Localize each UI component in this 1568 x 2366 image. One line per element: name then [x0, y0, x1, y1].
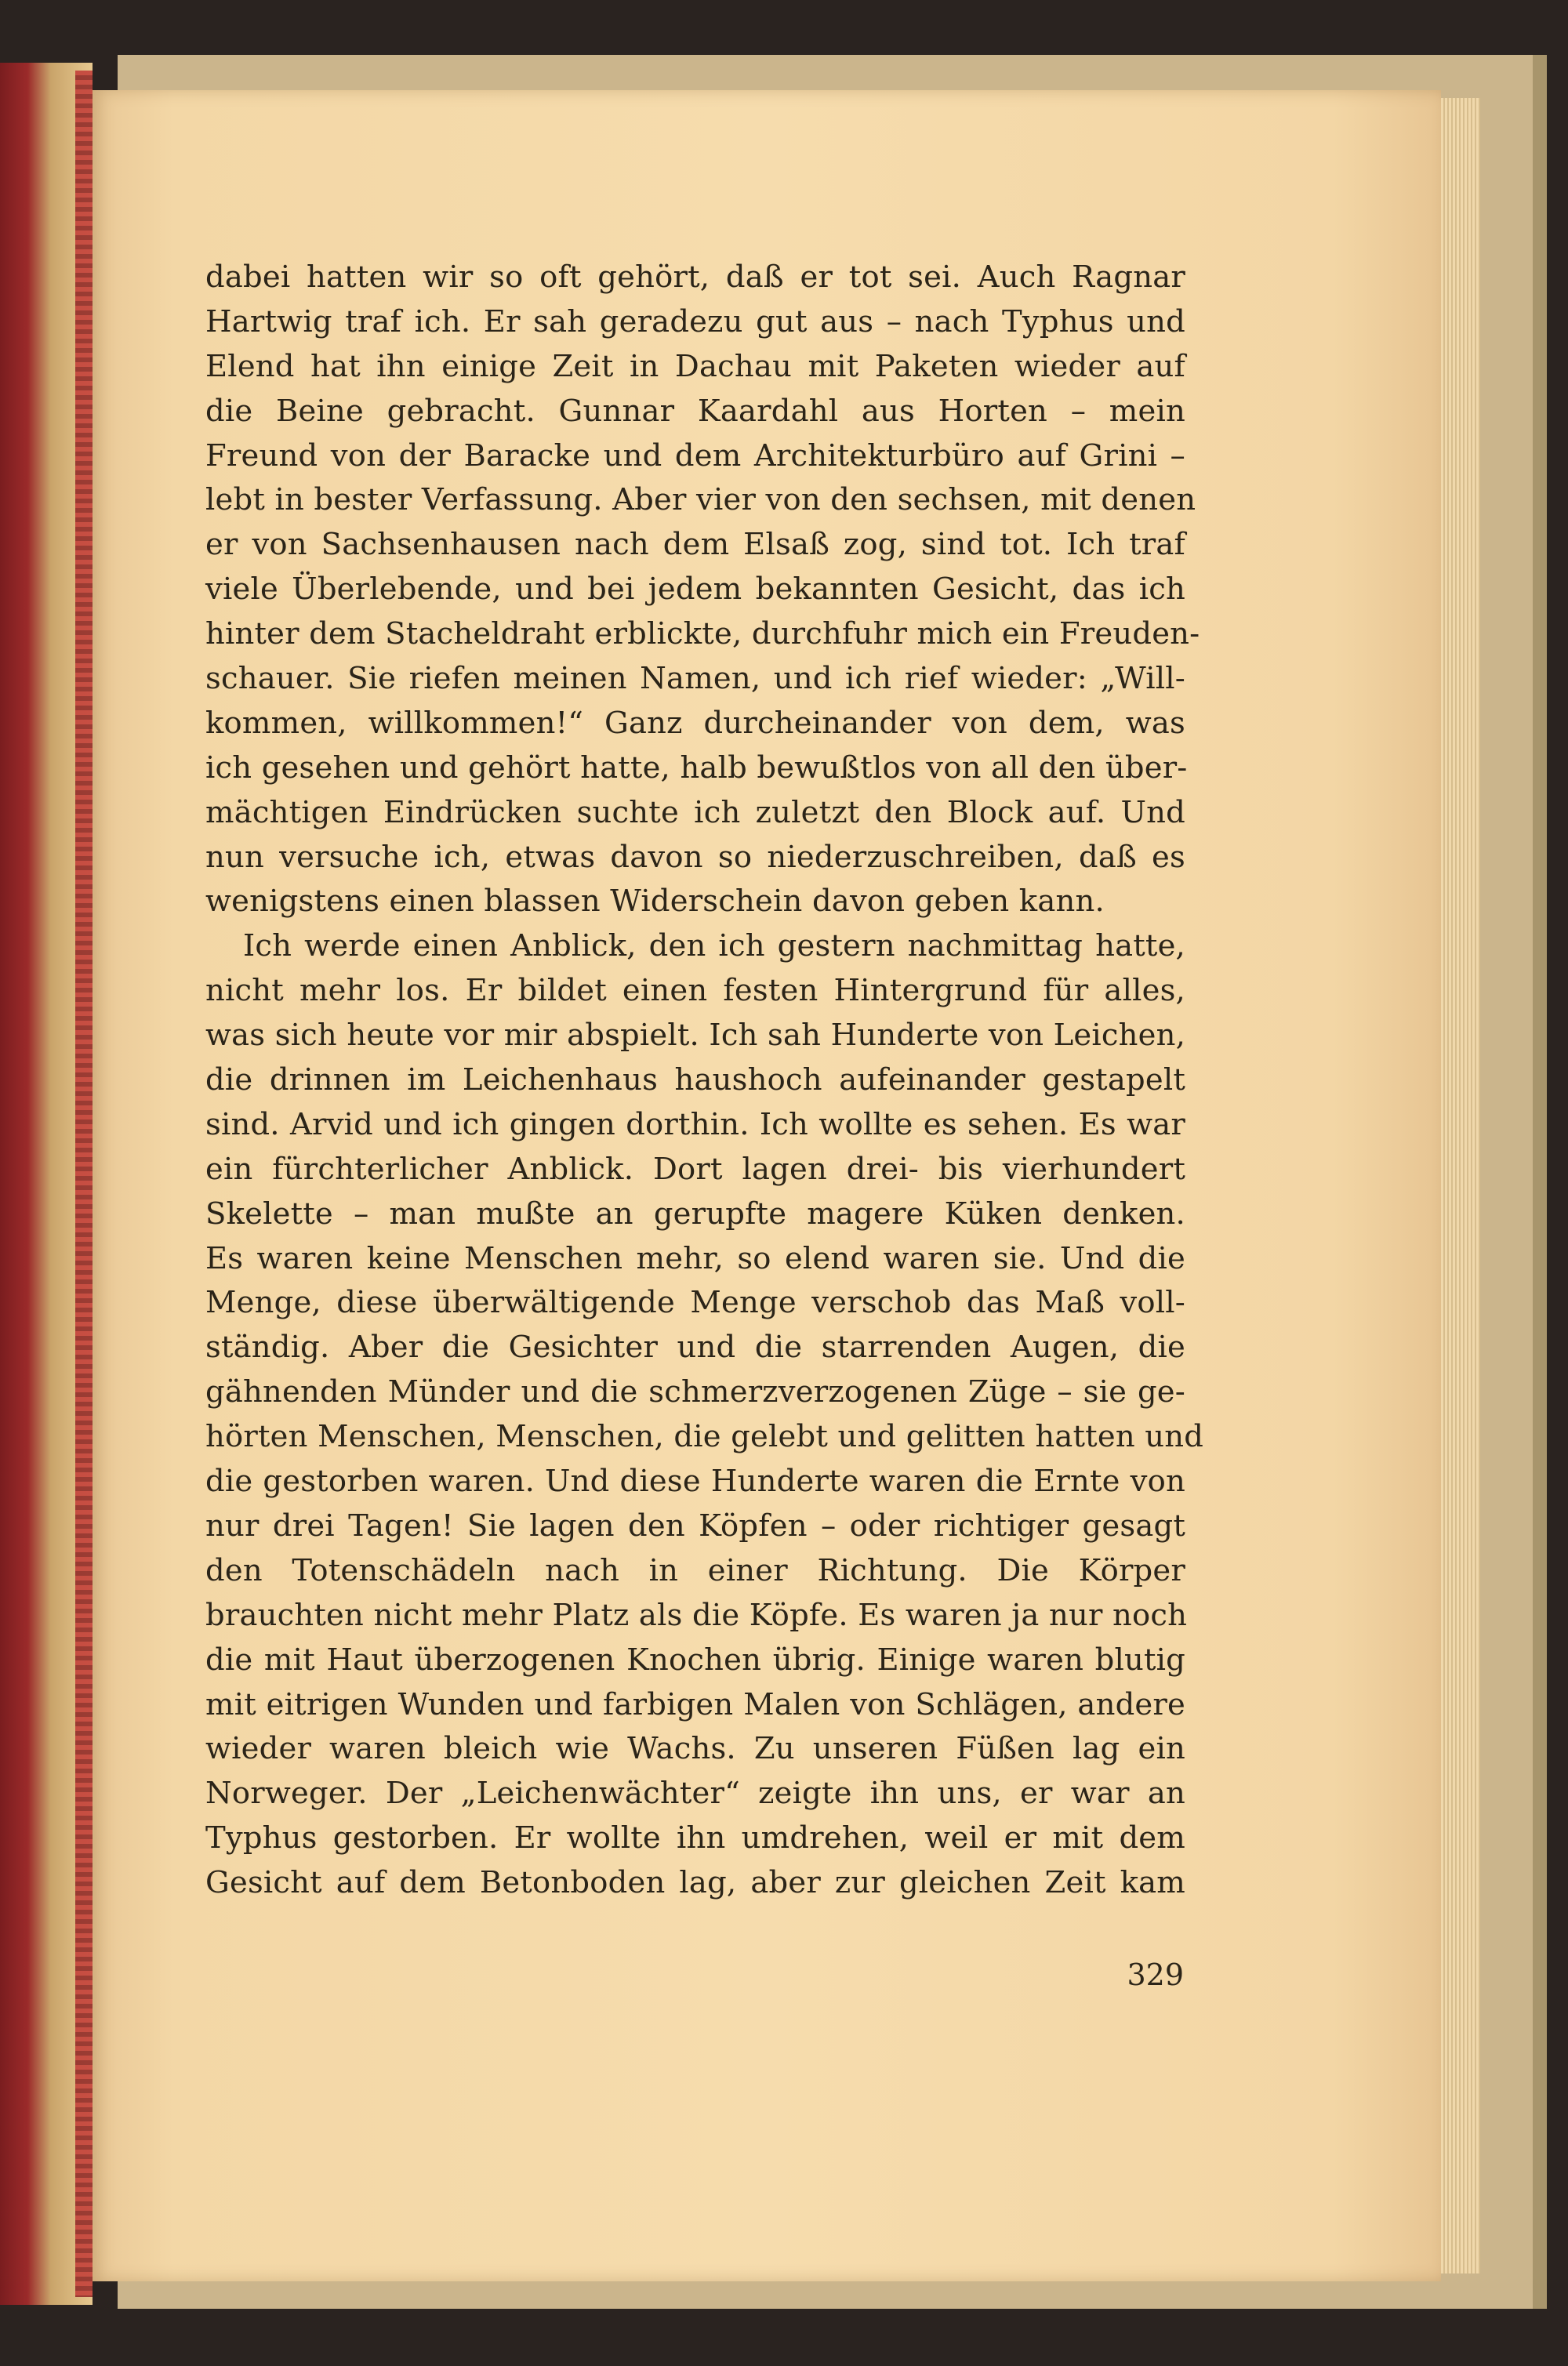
text-line: Menge, diese überwältigende Menge verschob das Maß voll- — [205, 1285, 1185, 1321]
text-line: mit eitrigen Wunden und farbigen Malen von Schlägen, andere — [205, 1686, 1185, 1722]
page-number: 329 — [1127, 1958, 1184, 1992]
text-line: er von Sachsenhausen nach dem Elsaß zog, sind tot. Ich traf — [205, 527, 1185, 563]
text-line: hörten Menschen, Menschen, die gelebt und gelitten hatten und — [205, 1419, 1204, 1455]
text-line: den Totenschädeln nach in einer Richtung. Die Körper — [205, 1552, 1185, 1588]
text-line: mächtigen Eindrücken suchte ich zuletzt den Block auf. Und — [205, 794, 1185, 830]
text-line: kommen, willkommen!“ Ganz durcheinander von dem, was — [205, 705, 1185, 741]
text-line: nur drei Tagen! Sie lagen den Köpfen – oder richtiger gesagt — [205, 1508, 1185, 1544]
text-line: nun versuche ich, etwas davon so niederzuschreiben, daß es — [205, 839, 1185, 875]
text-line: brauchten nicht mehr Platz als die Köpfe. Es waren ja nur noch — [205, 1597, 1188, 1633]
page-stack-edge — [1441, 98, 1480, 2273]
text-line: Hartwig traf ich. Er sah geradezu gut aus – nach Typhus und — [205, 303, 1185, 339]
text-line: die gestorben waren. Und diese Hunderte waren die Ernte von — [205, 1464, 1185, 1500]
text-line: schauer. Sie riefen meinen Namen, und ich rief wieder: „Will- — [205, 661, 1185, 697]
text-line: ein fürchterlicher Anblick. Dort lagen drei- bis vierhundert — [205, 1151, 1185, 1187]
text-line: Norweger. Der „Leichenwächter“ zeigte ihn uns, er war an — [205, 1776, 1185, 1812]
text-line: nicht mehr los. Er bildet einen festen Hintergrund für alles, — [205, 973, 1185, 1009]
text-line: Gesicht auf dem Betonboden lag, aber zur gleichen Zeit kam — [205, 1865, 1185, 1901]
text-line: lebt in bester Verfassung. Aber vier von den sechsen, mit denen — [205, 482, 1196, 518]
text-line: dabei hatten wir so oft gehört, daß er tot sei. Auch Ragnar — [205, 259, 1185, 295]
body-text — [205, 256, 1204, 1906]
red-page-edge — [75, 71, 93, 2297]
text-line: wenigstens einen blassen Widerschein davon geben kann. — [205, 884, 1105, 920]
text-line: Skelette – man mußte an gerupfte magere Küken denken. — [205, 1196, 1185, 1232]
text-line: die Beine gebracht. Gunnar Kaardahl aus Horten – mein — [205, 393, 1185, 429]
text-line: wieder waren bleich wie Wachs. Zu unseren Füßen lag ein — [205, 1731, 1185, 1767]
text-line: Typhus gestorben. Er wollte ihn umdrehen, weil er mit dem — [205, 1820, 1185, 1856]
text-line: sind. Arvid und ich gingen dorthin. Ich wollte es sehen. Es war — [205, 1106, 1185, 1142]
text-line: gähnenden Münder und die schmerzverzogenen Züge – sie ge- — [205, 1374, 1185, 1410]
text-line: Elend hat ihn einige Zeit in Dachau mit Paketen wieder auf — [205, 348, 1185, 384]
text-line: ich gesehen und gehört hatte, halb bewußtlos von all den über- — [205, 749, 1188, 786]
text-line: was sich heute vor mir abspielt. Ich sah Hunderte von Leichen, — [205, 1018, 1186, 1054]
text-line: Ich werde einen Anblick, den ich gestern nachmittag hatte, — [243, 928, 1185, 964]
text-line: die drinnen im Leichenhaus haushoch aufeinander gestapelt — [205, 1062, 1185, 1098]
text-line: hinter dem Stacheldraht erblickte, durchfuhr mich ein Freuden- — [205, 616, 1200, 652]
text-line: die mit Haut überzogenen Knochen übrig. Einige waren blutig — [205, 1642, 1185, 1678]
text-line: Freund von der Baracke und dem Architekturbüro auf Grini – — [205, 437, 1185, 474]
text-line: viele Überlebende, und bei jedem bekannten Gesicht, das ich — [205, 572, 1185, 608]
text-line: ständig. Aber die Gesichter und die starrenden Augen, die — [205, 1330, 1185, 1366]
text-line: Es waren keine Menschen mehr, so elend waren sie. Und die — [205, 1240, 1185, 1276]
